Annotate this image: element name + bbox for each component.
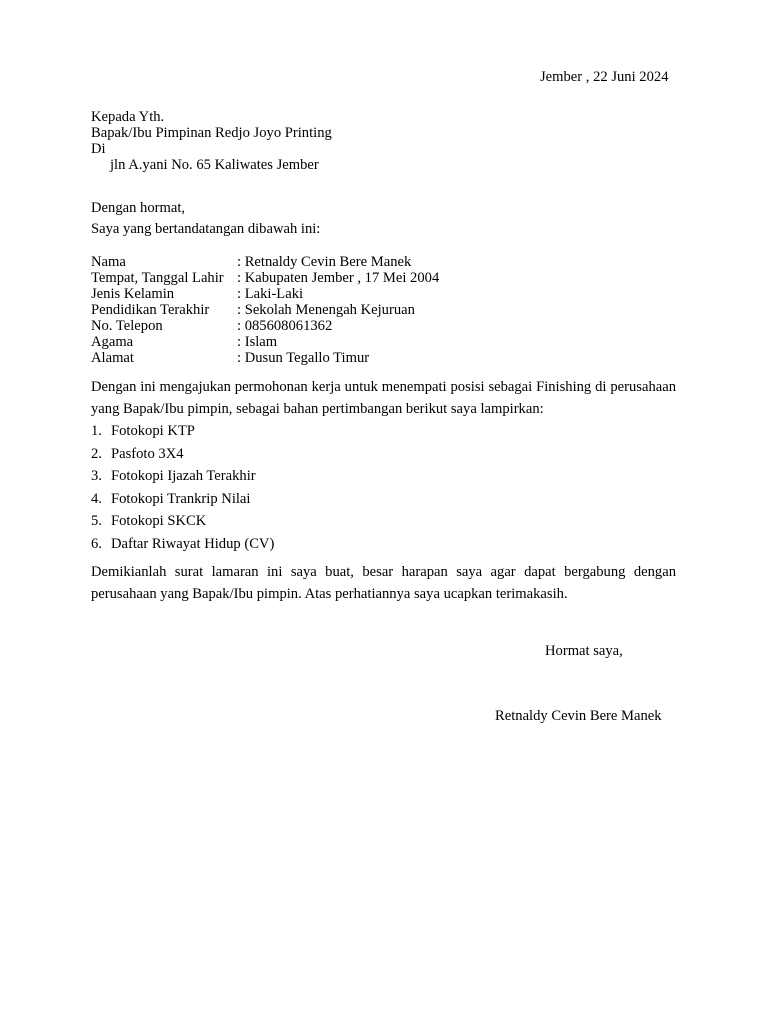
list-number: 5. bbox=[91, 513, 102, 530]
field-row bbox=[91, 254, 439, 270]
addressee-line: Di bbox=[91, 141, 106, 157]
list-item bbox=[91, 443, 274, 466]
addressee-block bbox=[91, 109, 332, 173]
field-label: Jenis Kelamin bbox=[91, 286, 175, 302]
request-paragraph: Dengan ini mengajukan permohonan kerja untuk menempati posisi sebagai Finishing di perusahaan yang Bapak/Ibu pimpin, sebagai bahan pertimbangan berikut saya lampirkan: bbox=[91, 379, 676, 417]
attachment-list bbox=[91, 420, 274, 556]
signer-name: Retnaldy Cevin Bere Manek bbox=[495, 708, 662, 724]
list-number: 6. bbox=[91, 535, 102, 552]
list-item bbox=[91, 488, 274, 511]
list-item bbox=[91, 510, 274, 533]
field-value: : Sekolah Menengah Kejuruan bbox=[237, 302, 415, 318]
field-label: Pendidikan Terakhir bbox=[91, 302, 210, 318]
field-row bbox=[91, 302, 439, 318]
list-number: 4. bbox=[91, 490, 102, 507]
list-text: Pasfoto 3X4 bbox=[111, 445, 184, 462]
place-date: Jember , 22 Juni 2024 bbox=[540, 69, 669, 85]
field-label: Agama bbox=[91, 334, 134, 350]
field-row bbox=[91, 350, 439, 366]
field-value: : Dusun Tegallo Timur bbox=[237, 350, 370, 366]
applicant-fields bbox=[91, 254, 439, 366]
field-label: Tempat, Tanggal Lahir bbox=[91, 270, 224, 286]
addressee-line: Bapak/Ibu Pimpinan Redjo Joyo Printing bbox=[91, 125, 332, 141]
field-value: : 085608061362 bbox=[237, 318, 333, 334]
field-row bbox=[91, 318, 439, 334]
addressee-address: jln A.yani No. 65 Kaliwates Jember bbox=[110, 157, 319, 173]
field-row bbox=[91, 334, 439, 350]
field-label: No. Telepon bbox=[91, 318, 163, 334]
list-number: 3. bbox=[91, 468, 102, 485]
field-value: : Retnaldy Cevin Bere Manek bbox=[237, 254, 412, 270]
list-text: Daftar Riwayat Hidup (CV) bbox=[111, 535, 275, 552]
list-number: 1. bbox=[91, 423, 102, 439]
list-number: 2. bbox=[91, 445, 102, 462]
list-item bbox=[91, 533, 274, 556]
intro-line: Saya yang bertandatangan dibawah ini: bbox=[91, 221, 321, 237]
list-text: Fotokopi Trankrip Nilai bbox=[111, 490, 251, 507]
list-text: Fotokopi Ijazah Terakhir bbox=[111, 468, 256, 485]
field-value: : Laki-Laki bbox=[237, 286, 304, 302]
field-label: Alamat bbox=[91, 350, 134, 366]
field-value: : Kabupaten Jember , 17 Mei 2004 bbox=[237, 270, 440, 286]
closing-paragraph: Demikianlah surat lamaran ini saya buat, besar harapan saya agar dapat bergabung dengan perusahaan yang Bapak/Ibu pimpin. Atas perhatiannya saya ucapkan terimakasih. bbox=[91, 564, 676, 602]
field-value: : Islam bbox=[237, 334, 278, 350]
list-item bbox=[91, 465, 274, 488]
field-label: Nama bbox=[91, 254, 126, 270]
list-text: Fotokopi SKCK bbox=[111, 513, 207, 530]
closing-salutation: Hormat saya, bbox=[545, 643, 623, 659]
list-item bbox=[91, 420, 274, 443]
list-text: Fotokopi KTP bbox=[111, 423, 195, 439]
greeting: Dengan hormat, bbox=[91, 200, 186, 216]
field-row bbox=[91, 270, 439, 286]
addressee-line: Kepada Yth. bbox=[91, 109, 165, 125]
field-row bbox=[91, 286, 439, 302]
